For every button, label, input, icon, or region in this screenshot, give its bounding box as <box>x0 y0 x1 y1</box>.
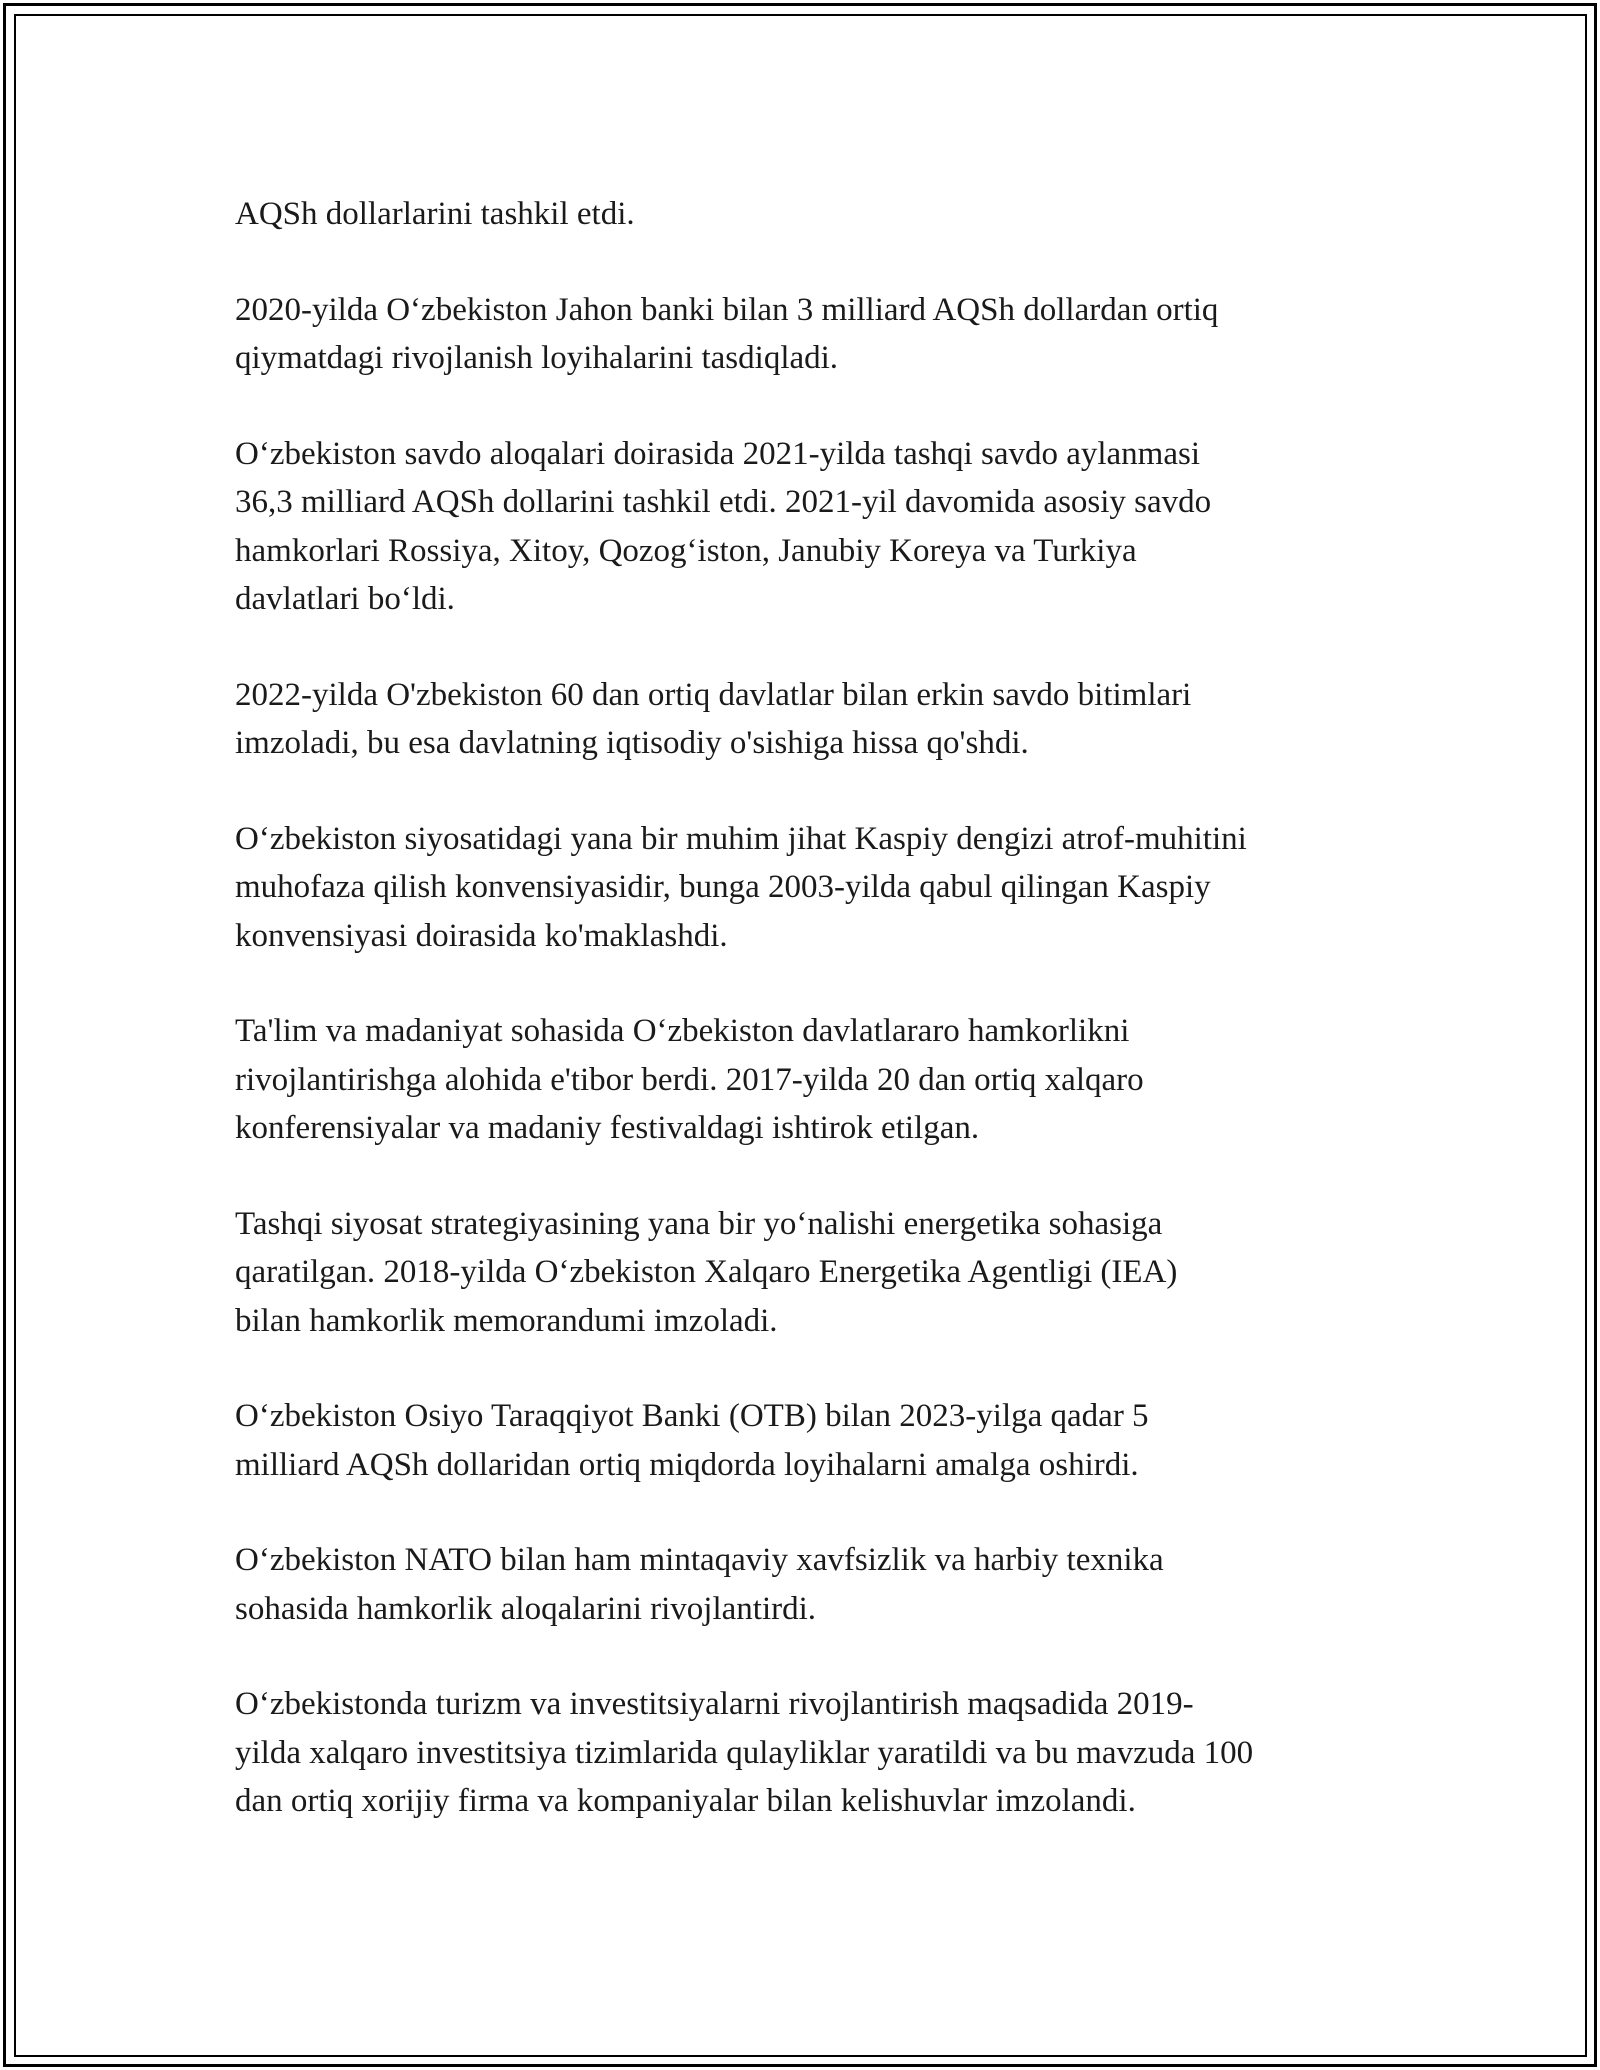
paragraph: 2022-yilda O'zbekiston 60 dan ortiq davlatlar bilan erkin savdo bitimlari imzoladi, bu esa davlatning iqtisodiy o'sishiga hissa qo'shdi. <box>235 676 1192 761</box>
paragraph: O‘zbekiston Osiyo Taraqqiyot Banki (OTB) bilan 2023-yilga qadar 5 milliard AQSh dollaridan ortiq miqdorda loyihalarni amalga oshirdi. <box>235 1398 1149 1483</box>
document-body <box>235 190 1395 1873</box>
paragraph: 2020-yilda O‘zbekiston Jahon banki bilan 3 milliard AQSh dollardan ortiq qiymatdagi rivojlanish loyihalarini tasdiqladi. <box>235 291 1219 376</box>
paragraph: Tashqi siyosat strategiyasining yana bir yo‘nalishi energetika sohasiga qaratilgan. 2018-yilda O‘zbekiston Xalqaro Energetika Agentligi (IEA) bilan hamkorlik memorandumi imzoladi. <box>235 1205 1178 1339</box>
paragraph: O‘zbekiston siyosatidagi yana bir muhim jihat Kaspiy dengizi atrof-muhitini muhofaza qilish konvensiyasidir, bunga 2003-yilda qabul qilingan Kaspiy konvensiyasi doirasida ko'maklashdi. <box>235 820 1247 954</box>
paragraph: O‘zbekistonda turizm va investitsiyalarni rivojlantirish maqsadida 2019- yilda xalqaro investitsiya tizimlarida qulayliklar yaratildi va bu mavzuda 100 dan ortiq xorijiy firma va kompaniyalar bilan kelishuvlar imzolandi. <box>235 1686 1254 1819</box>
paragraph: Ta'lim va madaniyat sohasida O‘zbekiston davlatlararo hamkorlikni rivojlantirishga alohida e'tibor berdi. 2017-yilda 20 dan ortiq xalqaro konferensiyalar va madaniy festivaldagi ishtirok etilgan. <box>235 1013 1144 1146</box>
paragraph: AQSh dollarlarini tashkil etdi. <box>235 196 635 232</box>
paragraph: O‘zbekiston savdo aloqalari doirasida 2021-yilda tashqi savdo aylanmasi 36,3 milliard AQSh dollarini tashkil etdi. 2021-yil davomida asosiy savdo hamkorlari Rossiya, Xitoy, Qozog‘iston, Janubiy Koreya va Turkiya davlatlari bo‘ldi. <box>235 435 1212 617</box>
paragraph: O‘zbekiston NATO bilan ham mintaqaviy xavfsizlik va harbiy texnika sohasida hamkorlik aloqalarini rivojlantirdi. <box>235 1542 1164 1627</box>
